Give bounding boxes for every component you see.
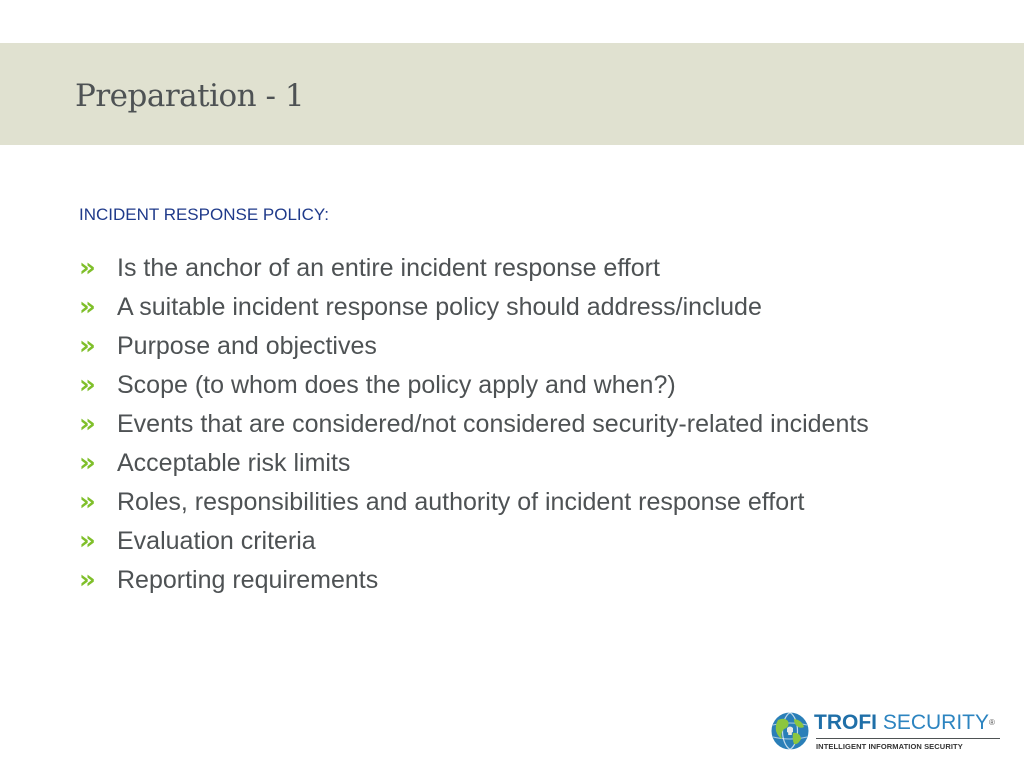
bullet-list xyxy=(79,249,869,600)
bullet-text: Evaluation criteria xyxy=(117,527,316,555)
bullet-item xyxy=(79,522,869,561)
bullet-text: Reporting requirements xyxy=(117,566,379,594)
bullet-text: Purpose and objectives xyxy=(117,332,377,360)
logo-name-strong: TROFI xyxy=(814,711,877,734)
logo-wordmark xyxy=(814,711,995,735)
double-chevron-icon: » xyxy=(79,526,96,556)
logo-tagline: INTELLIGENT INFORMATION SECURITY xyxy=(816,742,963,751)
double-chevron-icon: » xyxy=(79,331,96,361)
double-chevron-icon: » xyxy=(79,253,96,283)
bullet-text: Scope (to whom does the policy apply and when?) xyxy=(117,371,676,399)
trofi-security-logo xyxy=(770,711,1015,755)
double-chevron-icon: » xyxy=(79,409,96,439)
bullet-text: Events that are considered/not considered security-related incidents xyxy=(117,410,869,438)
bullet-text: Roles, responsibilities and authority of incident response effort xyxy=(117,488,805,516)
bullet-item xyxy=(79,288,869,327)
bullet-item xyxy=(79,405,869,444)
bullet-text: Acceptable risk limits xyxy=(117,449,351,477)
double-chevron-icon: » xyxy=(79,292,96,322)
double-chevron-icon: » xyxy=(79,370,96,400)
bullet-item xyxy=(79,444,869,483)
bullet-item xyxy=(79,366,869,405)
bullet-text: A suitable incident response policy should address/include xyxy=(117,293,762,321)
bullet-item xyxy=(79,327,869,366)
slide-title: Preparation - 1 xyxy=(75,78,305,114)
section-heading: INCIDENT RESPONSE POLICY: xyxy=(79,205,330,224)
bullet-item xyxy=(79,249,869,288)
bullet-text: Is the anchor of an entire incident response effort xyxy=(117,254,660,282)
registered-mark: ® xyxy=(989,718,995,727)
logo-divider xyxy=(816,738,1000,739)
double-chevron-icon: » xyxy=(79,487,96,517)
globe-icon xyxy=(770,711,810,751)
double-chevron-icon: » xyxy=(79,565,96,595)
bullet-item xyxy=(79,561,869,600)
logo-name-light: SECURITY xyxy=(877,711,990,734)
double-chevron-icon: » xyxy=(79,448,96,478)
bullet-item xyxy=(79,483,869,522)
